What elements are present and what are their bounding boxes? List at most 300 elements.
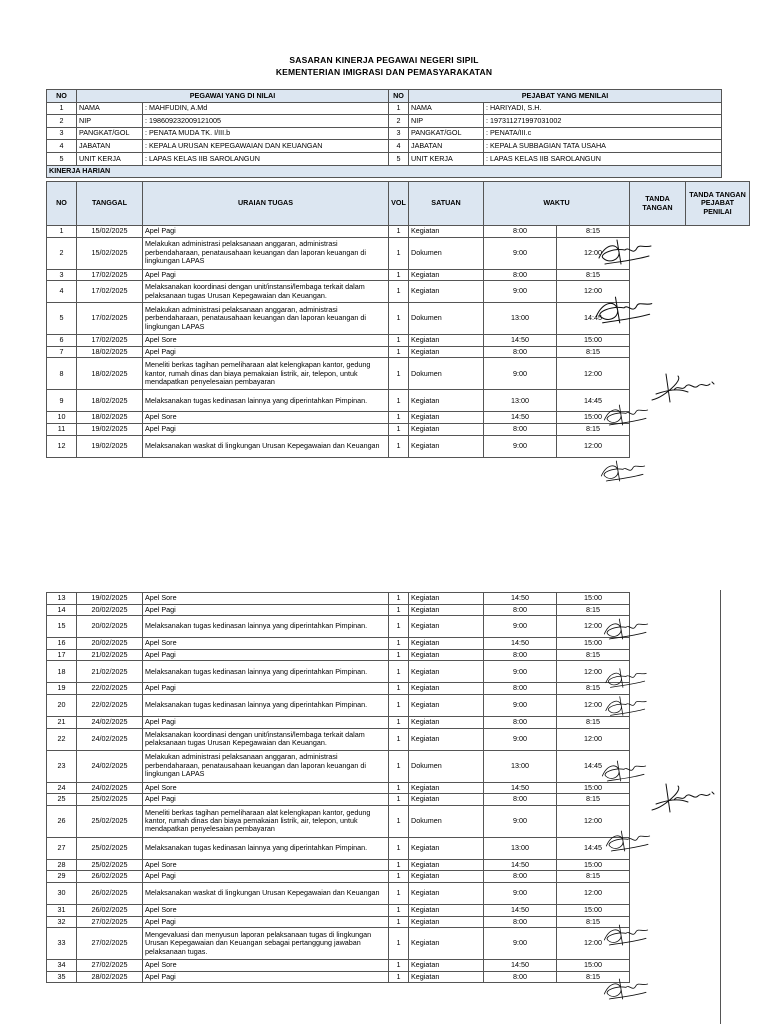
page-2-right-border bbox=[720, 590, 721, 1024]
row-tanggal: 20/02/2025 bbox=[77, 638, 143, 650]
row-tanggal: 18/02/2025 bbox=[77, 412, 143, 424]
document-page-1 bbox=[0, 0, 768, 490]
row-waktu-selesai: 12:00 bbox=[557, 661, 630, 683]
info-value: : MAHFUDIN, A.Md bbox=[143, 102, 389, 115]
row-vol: 1 bbox=[389, 390, 409, 412]
row-vol: 1 bbox=[389, 661, 409, 683]
row-no: 15 bbox=[47, 616, 77, 638]
row-satuan: Kegiatan bbox=[409, 837, 484, 859]
row-waktu-selesai: 12:00 bbox=[557, 882, 630, 904]
row-tanggal: 17/02/2025 bbox=[77, 269, 143, 281]
row-tanda-tangan-pejabat bbox=[686, 871, 750, 883]
kinerja-section-row bbox=[47, 165, 722, 178]
row-satuan: Kegiatan bbox=[409, 728, 484, 750]
row-tanggal: 19/02/2025 bbox=[77, 435, 143, 457]
info-label-right: NIP bbox=[409, 115, 484, 128]
row-tanda-tangan-pejabat bbox=[686, 346, 750, 358]
header-vol: VOL bbox=[389, 182, 409, 226]
row-no: 27 bbox=[47, 837, 77, 859]
row-tanggal: 26/02/2025 bbox=[77, 882, 143, 904]
row-no: 18 bbox=[47, 661, 77, 683]
row-tanda-tangan-pejabat bbox=[686, 837, 750, 859]
row-uraian: Apel Pagi bbox=[143, 916, 389, 928]
row-waktu-selesai: 12:00 bbox=[557, 728, 630, 750]
info-row bbox=[47, 152, 722, 165]
row-waktu-selesai: 15:00 bbox=[557, 638, 630, 650]
row-satuan: Kegiatan bbox=[409, 390, 484, 412]
info-value: : KEPALA URUSAN KEPEGAWAIAN DAN KEUANGAN bbox=[143, 140, 389, 153]
row-waktu-mulai: 13:00 bbox=[484, 303, 557, 335]
row-tanggal: 17/02/2025 bbox=[77, 335, 143, 347]
kinerja-header-row bbox=[47, 182, 750, 226]
row-waktu-mulai: 9:00 bbox=[484, 661, 557, 683]
row-vol: 1 bbox=[389, 960, 409, 972]
row-satuan: Kegiatan bbox=[409, 882, 484, 904]
row-tanggal: 18/02/2025 bbox=[77, 390, 143, 412]
table-row bbox=[47, 593, 750, 605]
info-body bbox=[47, 102, 722, 165]
info-label: PANGKAT/GOL bbox=[77, 127, 143, 140]
row-no: 16 bbox=[47, 638, 77, 650]
row-no: 10 bbox=[47, 412, 77, 424]
row-no: 2 bbox=[47, 237, 77, 269]
row-tanggal: 15/02/2025 bbox=[77, 237, 143, 269]
info-value-right: : PENATA/III.c bbox=[484, 127, 722, 140]
row-tanggal: 25/02/2025 bbox=[77, 805, 143, 837]
employee-signature bbox=[596, 974, 656, 1004]
row-waktu-mulai: 8:00 bbox=[484, 683, 557, 695]
row-waktu-mulai: 14:50 bbox=[484, 960, 557, 972]
row-waktu-selesai: 12:00 bbox=[557, 358, 630, 390]
row-tanggal: 21/02/2025 bbox=[77, 649, 143, 661]
row-waktu-selesai: 15:00 bbox=[557, 904, 630, 916]
row-tanda-tangan-pejabat bbox=[686, 750, 750, 782]
info-label: NAMA bbox=[77, 102, 143, 115]
row-tanggal: 24/02/2025 bbox=[77, 716, 143, 728]
table-row bbox=[47, 335, 750, 347]
employee-signature bbox=[596, 920, 656, 950]
row-uraian: Mengevaluasi dan menyusun laporan pelaksanaan tugas di lingkungan Urusan Kepegawaian dan Keuangan sebagai pertanggung jawaban pelaksanaan tugas. bbox=[143, 928, 389, 960]
row-waktu-selesai: 8:15 bbox=[557, 794, 630, 806]
row-vol: 1 bbox=[389, 435, 409, 457]
row-waktu-selesai: 8:15 bbox=[557, 269, 630, 281]
row-vol: 1 bbox=[389, 916, 409, 928]
row-tanda-tangan-pejabat bbox=[686, 303, 750, 335]
document-page-2 bbox=[0, 590, 768, 1024]
assessor-signature bbox=[648, 372, 720, 406]
employee-signature bbox=[595, 234, 655, 270]
row-waktu-selesai: 15:00 bbox=[557, 782, 630, 794]
info-no-right: 5 bbox=[389, 152, 409, 165]
row-tanda-tangan bbox=[630, 435, 686, 457]
row-waktu-mulai: 14:50 bbox=[484, 782, 557, 794]
info-label-right: JABATAN bbox=[409, 140, 484, 153]
row-waktu-selesai: 12:00 bbox=[557, 694, 630, 716]
row-tanda-tangan-pejabat bbox=[686, 716, 750, 728]
row-uraian: Apel Sore bbox=[143, 412, 389, 424]
info-no-right: 4 bbox=[389, 140, 409, 153]
row-vol: 1 bbox=[389, 871, 409, 883]
row-uraian: Apel Sore bbox=[143, 782, 389, 794]
info-row bbox=[47, 102, 722, 115]
row-satuan: Kegiatan bbox=[409, 616, 484, 638]
table-row bbox=[47, 346, 750, 358]
row-tanda-tangan-pejabat bbox=[686, 694, 750, 716]
row-tanda-tangan-pejabat bbox=[686, 604, 750, 616]
info-row bbox=[47, 115, 722, 128]
row-uraian: Melakukan administrasi pelaksanaan anggaran, administrasi perbendaharaan, penatausahaan keuangan dan laporan keuangan di lingkungan LAPAS bbox=[143, 750, 389, 782]
row-uraian: Apel Pagi bbox=[143, 649, 389, 661]
row-waktu-mulai: 8:00 bbox=[484, 604, 557, 616]
row-tanda-tangan bbox=[630, 882, 686, 904]
employee-signature bbox=[596, 692, 656, 720]
info-no: 4 bbox=[47, 140, 77, 153]
table-row bbox=[47, 269, 750, 281]
row-waktu-mulai: 8:00 bbox=[484, 716, 557, 728]
assessor-signature bbox=[648, 782, 720, 816]
row-tanda-tangan bbox=[630, 335, 686, 347]
row-tanggal: 20/02/2025 bbox=[77, 604, 143, 616]
row-tanggal: 25/02/2025 bbox=[77, 859, 143, 871]
row-waktu-selesai: 15:00 bbox=[557, 859, 630, 871]
row-tanda-tangan-pejabat bbox=[686, 928, 750, 960]
row-uraian: Meneliti berkas tagihan pemeliharaan alat kelengkapan kantor, gedung kantor, rumah dinas dan biaya pemakaian listrik, air, telepon, untuk mendapatkan penyelesaian pembayaran bbox=[143, 805, 389, 837]
info-header-no-right: NO bbox=[389, 90, 409, 103]
row-tanda-tangan bbox=[630, 649, 686, 661]
row-tanggal: 27/02/2025 bbox=[77, 960, 143, 972]
row-uraian: Apel Pagi bbox=[143, 346, 389, 358]
row-tanda-tangan bbox=[630, 593, 686, 605]
info-no: 3 bbox=[47, 127, 77, 140]
table-row bbox=[47, 794, 750, 806]
row-uraian: Apel Pagi bbox=[143, 604, 389, 616]
row-waktu-selesai: 8:15 bbox=[557, 971, 630, 983]
row-no: 14 bbox=[47, 604, 77, 616]
row-satuan: Kegiatan bbox=[409, 661, 484, 683]
row-waktu-selesai: 15:00 bbox=[557, 412, 630, 424]
row-no: 35 bbox=[47, 971, 77, 983]
employee-info-table bbox=[46, 89, 722, 178]
row-satuan: Kegiatan bbox=[409, 604, 484, 616]
table-row bbox=[47, 649, 750, 661]
row-uraian: Melakukan administrasi pelaksanaan anggaran, administrasi perbendaharaan, penatausahaan keuangan dan laporan keuangan di lingkungan LAPAS bbox=[143, 303, 389, 335]
info-header-pejabat: PEJABAT YANG MENILAI bbox=[409, 90, 722, 103]
table-row bbox=[47, 358, 750, 390]
row-no: 19 bbox=[47, 683, 77, 695]
row-satuan: Kegiatan bbox=[409, 716, 484, 728]
row-uraian: Apel Sore bbox=[143, 960, 389, 972]
row-waktu-mulai: 14:50 bbox=[484, 335, 557, 347]
info-no: 2 bbox=[47, 115, 77, 128]
row-tanggal: 19/02/2025 bbox=[77, 593, 143, 605]
row-no: 1 bbox=[47, 226, 77, 238]
info-header-row bbox=[47, 90, 722, 103]
table-row bbox=[47, 960, 750, 972]
row-tanda-tangan-pejabat bbox=[686, 661, 750, 683]
table-row bbox=[47, 435, 750, 457]
row-waktu-mulai: 13:00 bbox=[484, 837, 557, 859]
row-no: 7 bbox=[47, 346, 77, 358]
table-row bbox=[47, 859, 750, 871]
row-satuan: Dokumen bbox=[409, 303, 484, 335]
row-no: 23 bbox=[47, 750, 77, 782]
row-satuan: Kegiatan bbox=[409, 916, 484, 928]
row-tanggal: 17/02/2025 bbox=[77, 281, 143, 303]
header-tanda-tangan-pejabat: TANDA TANGAN PEJABAT PENILAI bbox=[686, 182, 750, 226]
row-no: 30 bbox=[47, 882, 77, 904]
row-vol: 1 bbox=[389, 593, 409, 605]
row-tanggal: 20/02/2025 bbox=[77, 616, 143, 638]
row-waktu-selesai: 12:00 bbox=[557, 237, 630, 269]
row-tanggal: 21/02/2025 bbox=[77, 661, 143, 683]
row-tanda-tangan-pejabat bbox=[686, 960, 750, 972]
row-satuan: Kegiatan bbox=[409, 683, 484, 695]
row-uraian: Meneliti berkas tagihan pemeliharaan alat kelengkapan kantor, gedung kantor, rumah dinas dan biaya pemakaian listrik, air, telepon, untuk mendapatkan penyelesaian pembayaran bbox=[143, 358, 389, 390]
row-uraian: Apel Sore bbox=[143, 904, 389, 916]
info-value: : LAPAS KELAS IIB SAROLANGUN bbox=[143, 152, 389, 165]
row-waktu-mulai: 14:50 bbox=[484, 904, 557, 916]
row-tanggal: 15/02/2025 bbox=[77, 226, 143, 238]
row-no: 33 bbox=[47, 928, 77, 960]
row-waktu-mulai: 9:00 bbox=[484, 281, 557, 303]
row-uraian: Melaksanakan tugas kedinasan lainnya yang diperintahkan Pimpinan. bbox=[143, 616, 389, 638]
row-tanda-tangan-pejabat bbox=[686, 335, 750, 347]
row-waktu-mulai: 8:00 bbox=[484, 346, 557, 358]
row-uraian: Apel Pagi bbox=[143, 226, 389, 238]
info-row bbox=[47, 127, 722, 140]
row-no: 12 bbox=[47, 435, 77, 457]
row-uraian: Melaksanakan tugas kedinasan lainnya yang diperintahkan Pimpinan. bbox=[143, 661, 389, 683]
row-uraian: Melaksanakan tugas kedinasan lainnya yang diperintahkan Pimpinan. bbox=[143, 694, 389, 716]
row-vol: 1 bbox=[389, 269, 409, 281]
row-satuan: Dokumen bbox=[409, 750, 484, 782]
row-waktu-selesai: 8:15 bbox=[557, 423, 630, 435]
employee-signature bbox=[598, 826, 658, 856]
row-waktu-selesai: 15:00 bbox=[557, 960, 630, 972]
row-tanggal: 24/02/2025 bbox=[77, 728, 143, 750]
kinerja-section-label: KINERJA HARIAN bbox=[47, 165, 722, 178]
row-waktu-mulai: 8:00 bbox=[484, 971, 557, 983]
row-tanggal: 27/02/2025 bbox=[77, 916, 143, 928]
row-tanggal: 25/02/2025 bbox=[77, 794, 143, 806]
row-satuan: Kegiatan bbox=[409, 593, 484, 605]
row-tanda-tangan-pejabat bbox=[686, 281, 750, 303]
info-no-right: 2 bbox=[389, 115, 409, 128]
row-satuan: Dokumen bbox=[409, 237, 484, 269]
row-no: 13 bbox=[47, 593, 77, 605]
row-tanggal: 28/02/2025 bbox=[77, 971, 143, 983]
row-tanda-tangan bbox=[630, 728, 686, 750]
row-uraian: Apel Pagi bbox=[143, 971, 389, 983]
row-tanggal: 25/02/2025 bbox=[77, 837, 143, 859]
row-waktu-selesai: 15:00 bbox=[557, 593, 630, 605]
row-uraian: Melaksanakan tugas kedinasan lainnya yang diperintahkan Pimpinan. bbox=[143, 390, 389, 412]
document-subtitle: KEMENTERIAN IMIGRASI DAN PEMASYARAKATAN bbox=[275, 67, 493, 77]
row-vol: 1 bbox=[389, 794, 409, 806]
row-satuan: Kegiatan bbox=[409, 904, 484, 916]
row-satuan: Kegiatan bbox=[409, 269, 484, 281]
info-label-right: NAMA bbox=[409, 102, 484, 115]
row-no: 20 bbox=[47, 694, 77, 716]
row-vol: 1 bbox=[389, 423, 409, 435]
row-uraian: Apel Pagi bbox=[143, 794, 389, 806]
row-tanggal: 22/02/2025 bbox=[77, 683, 143, 695]
row-uraian: Melaksanakan waskat di lingkungan Urusan Kepegawaian dan Keuangan bbox=[143, 882, 389, 904]
row-vol: 1 bbox=[389, 694, 409, 716]
row-waktu-mulai: 9:00 bbox=[484, 694, 557, 716]
row-waktu-mulai: 14:50 bbox=[484, 638, 557, 650]
header-tanda-tangan: TANDA TANGAN bbox=[630, 182, 686, 226]
row-vol: 1 bbox=[389, 859, 409, 871]
info-no: 5 bbox=[47, 152, 77, 165]
row-waktu-mulai: 8:00 bbox=[484, 269, 557, 281]
row-no: 9 bbox=[47, 390, 77, 412]
row-uraian: Apel Sore bbox=[143, 638, 389, 650]
row-tanda-tangan bbox=[630, 859, 686, 871]
row-tanda-tangan-pejabat bbox=[686, 971, 750, 983]
row-waktu-selesai: 12:00 bbox=[557, 928, 630, 960]
row-waktu-selesai: 8:15 bbox=[557, 226, 630, 238]
row-uraian: Apel Sore bbox=[143, 593, 389, 605]
row-waktu-selesai: 8:15 bbox=[557, 683, 630, 695]
row-satuan: Kegiatan bbox=[409, 694, 484, 716]
row-uraian: Melakukan administrasi pelaksanaan anggaran, administrasi perbendaharaan, penatausahaan keuangan dan laporan keuangan di lingkungan LAPAS bbox=[143, 237, 389, 269]
row-satuan: Kegiatan bbox=[409, 335, 484, 347]
row-vol: 1 bbox=[389, 683, 409, 695]
document-title: SASARAN KINERJA PEGAWAI NEGERI SIPIL bbox=[289, 55, 479, 65]
header-tanggal: TANGGAL bbox=[77, 182, 143, 226]
row-no: 4 bbox=[47, 281, 77, 303]
row-satuan: Kegiatan bbox=[409, 435, 484, 457]
row-uraian: Melaksanakan koordinasi dengan unit/instansi/lembaga terkait dalam pelaksanaan tugas Urusan Kepegawaian dan Keuangan. bbox=[143, 728, 389, 750]
row-no: 11 bbox=[47, 423, 77, 435]
row-no: 17 bbox=[47, 649, 77, 661]
row-vol: 1 bbox=[389, 904, 409, 916]
row-satuan: Kegiatan bbox=[409, 871, 484, 883]
row-uraian: Apel Sore bbox=[143, 335, 389, 347]
row-tanda-tangan-pejabat bbox=[686, 649, 750, 661]
row-vol: 1 bbox=[389, 728, 409, 750]
row-vol: 1 bbox=[389, 346, 409, 358]
row-satuan: Kegiatan bbox=[409, 412, 484, 424]
row-tanggal: 19/02/2025 bbox=[77, 423, 143, 435]
row-waktu-selesai: 14:45 bbox=[557, 837, 630, 859]
row-tanggal: 24/02/2025 bbox=[77, 782, 143, 794]
row-waktu-mulai: 13:00 bbox=[484, 390, 557, 412]
row-waktu-mulai: 14:50 bbox=[484, 859, 557, 871]
row-uraian: Apel Sore bbox=[143, 859, 389, 871]
employee-signature bbox=[596, 614, 656, 644]
row-tanda-tangan-pejabat bbox=[686, 593, 750, 605]
row-uraian: Apel Pagi bbox=[143, 423, 389, 435]
row-tanggal: 27/02/2025 bbox=[77, 928, 143, 960]
row-tanda-tangan-pejabat bbox=[686, 616, 750, 638]
row-waktu-mulai: 8:00 bbox=[484, 916, 557, 928]
row-tanda-tangan bbox=[630, 346, 686, 358]
row-waktu-selesai: 14:45 bbox=[557, 390, 630, 412]
row-waktu-mulai: 8:00 bbox=[484, 423, 557, 435]
row-uraian: Melaksanakan waskat di lingkungan Urusan Kepegawaian dan Keuangan bbox=[143, 435, 389, 457]
info-label: JABATAN bbox=[77, 140, 143, 153]
row-tanggal: 18/02/2025 bbox=[77, 358, 143, 390]
info-no-right: 3 bbox=[389, 127, 409, 140]
row-tanggal: 17/02/2025 bbox=[77, 303, 143, 335]
row-tanggal: 22/02/2025 bbox=[77, 694, 143, 716]
row-waktu-mulai: 9:00 bbox=[484, 237, 557, 269]
row-tanda-tangan-pejabat bbox=[686, 916, 750, 928]
row-vol: 1 bbox=[389, 604, 409, 616]
row-vol: 1 bbox=[389, 303, 409, 335]
row-satuan: Kegiatan bbox=[409, 649, 484, 661]
row-vol: 1 bbox=[389, 649, 409, 661]
row-waktu-mulai: 8:00 bbox=[484, 226, 557, 238]
row-waktu-mulai: 9:00 bbox=[484, 358, 557, 390]
header-waktu: WAKTU bbox=[484, 182, 630, 226]
row-tanda-tangan-pejabat bbox=[686, 882, 750, 904]
row-waktu-mulai: 9:00 bbox=[484, 728, 557, 750]
info-value-right: : 197311271997031002 bbox=[484, 115, 722, 128]
row-tanda-tangan bbox=[630, 960, 686, 972]
row-tanda-tangan-pejabat bbox=[686, 435, 750, 457]
row-satuan: Kegiatan bbox=[409, 859, 484, 871]
row-waktu-mulai: 14:50 bbox=[484, 412, 557, 424]
row-tanda-tangan-pejabat bbox=[686, 237, 750, 269]
table-row bbox=[47, 882, 750, 904]
row-uraian: Apel Pagi bbox=[143, 269, 389, 281]
row-waktu-mulai: 9:00 bbox=[484, 928, 557, 960]
row-waktu-selesai: 12:00 bbox=[557, 435, 630, 457]
row-satuan: Kegiatan bbox=[409, 423, 484, 435]
row-waktu-mulai: 14:50 bbox=[484, 593, 557, 605]
row-vol: 1 bbox=[389, 837, 409, 859]
row-vol: 1 bbox=[389, 358, 409, 390]
row-waktu-selesai: 15:00 bbox=[557, 335, 630, 347]
row-waktu-selesai: 12:00 bbox=[557, 616, 630, 638]
row-no: 3 bbox=[47, 269, 77, 281]
row-vol: 1 bbox=[389, 971, 409, 983]
row-satuan: Kegiatan bbox=[409, 638, 484, 650]
row-vol: 1 bbox=[389, 805, 409, 837]
row-waktu-selesai: 12:00 bbox=[557, 281, 630, 303]
row-vol: 1 bbox=[389, 281, 409, 303]
row-vol: 1 bbox=[389, 750, 409, 782]
row-waktu-mulai: 9:00 bbox=[484, 882, 557, 904]
row-waktu-selesai: 12:00 bbox=[557, 805, 630, 837]
info-value-right: : HARIYADI, S.H. bbox=[484, 102, 722, 115]
row-no: 24 bbox=[47, 782, 77, 794]
employee-signature bbox=[596, 664, 656, 692]
info-value-right: : KEPALA SUBBAGIAN TATA USAHA bbox=[484, 140, 722, 153]
info-row bbox=[47, 140, 722, 153]
row-tanda-tangan-pejabat bbox=[686, 683, 750, 695]
info-value: : PENATA MUDA TK. I/III.b bbox=[143, 127, 389, 140]
info-value-right: : LAPAS KELAS IIB SAROLANGUN bbox=[484, 152, 722, 165]
header-satuan: SATUAN bbox=[409, 182, 484, 226]
row-waktu-mulai: 13:00 bbox=[484, 750, 557, 782]
row-no: 26 bbox=[47, 805, 77, 837]
info-no: 1 bbox=[47, 102, 77, 115]
row-satuan: Dokumen bbox=[409, 805, 484, 837]
row-satuan: Kegiatan bbox=[409, 971, 484, 983]
info-label-right: UNIT KERJA bbox=[409, 152, 484, 165]
row-waktu-mulai: 8:00 bbox=[484, 794, 557, 806]
row-waktu-mulai: 8:00 bbox=[484, 871, 557, 883]
row-uraian: Melaksanakan tugas kedinasan lainnya yang diperintahkan Pimpinan. bbox=[143, 837, 389, 859]
row-waktu-selesai: 8:15 bbox=[557, 604, 630, 616]
row-tanda-tangan-pejabat bbox=[686, 423, 750, 435]
row-tanda-tangan-pejabat bbox=[686, 728, 750, 750]
row-waktu-selesai: 14:45 bbox=[557, 303, 630, 335]
